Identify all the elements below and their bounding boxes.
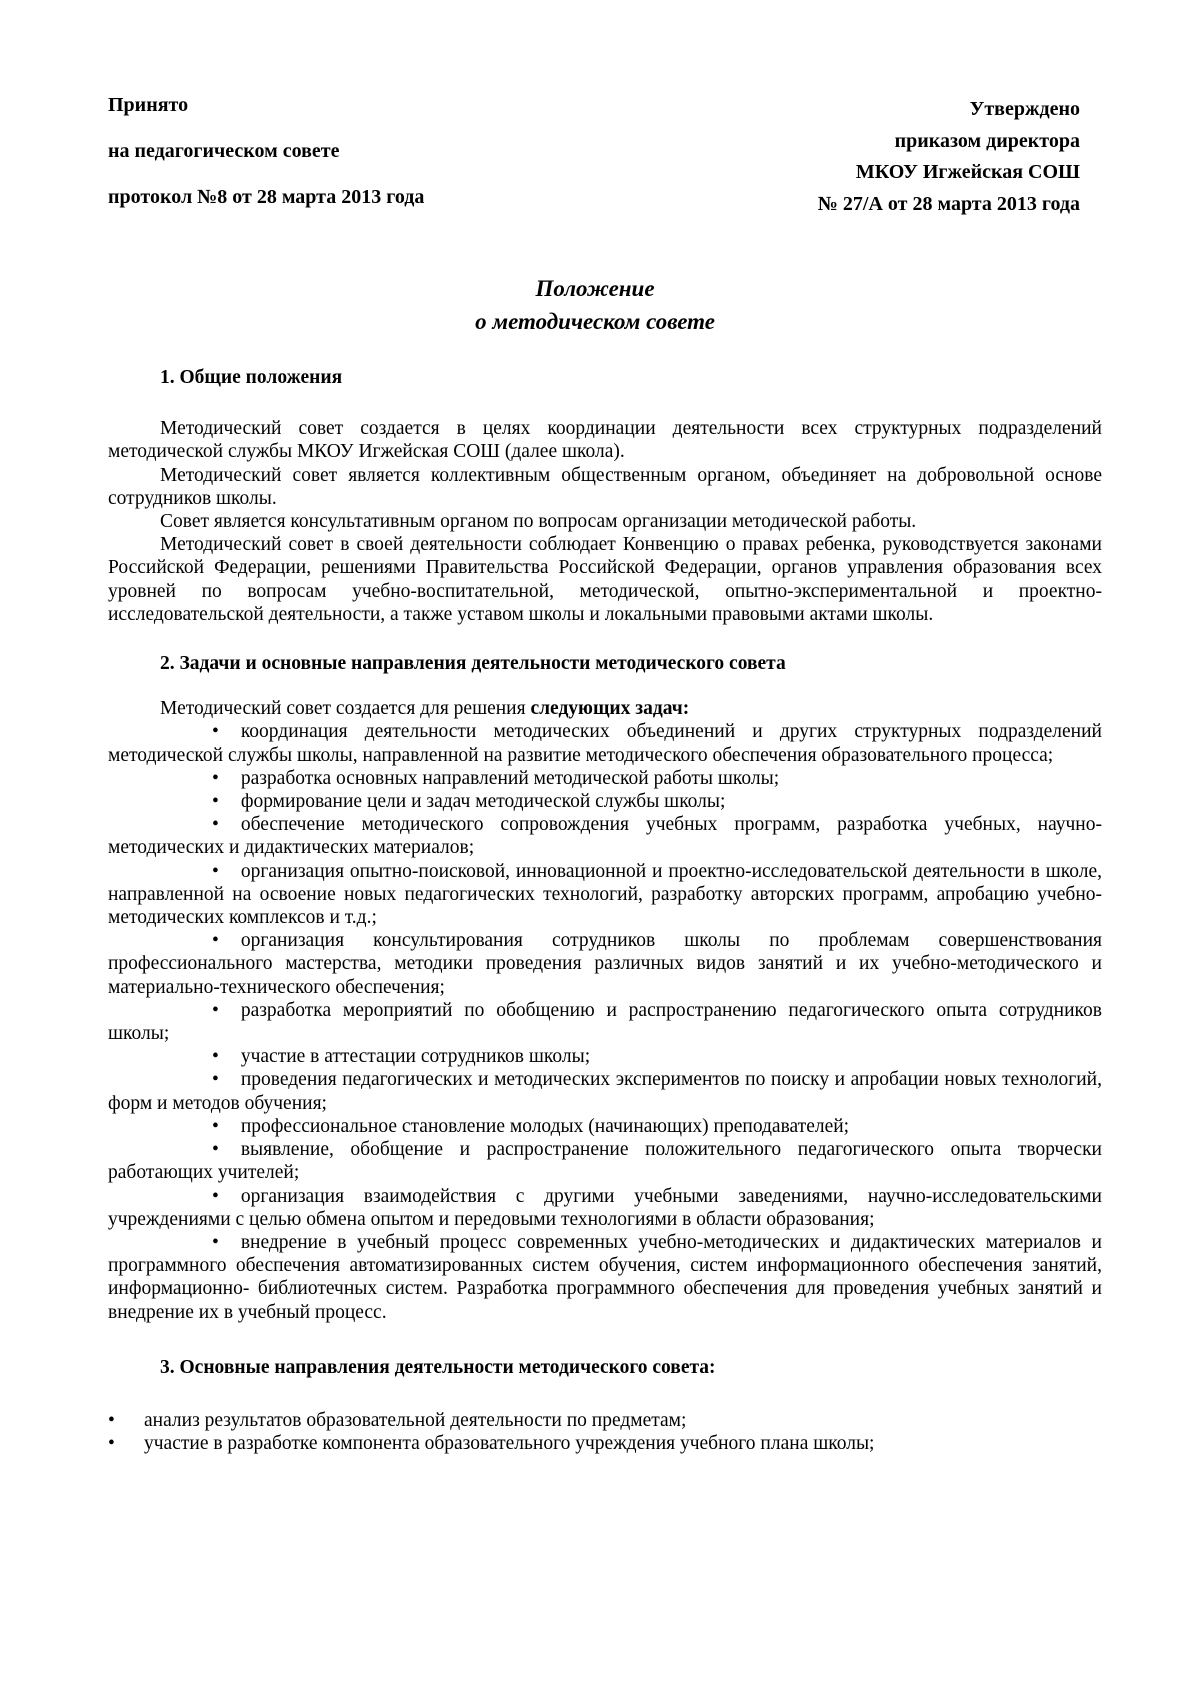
s2-item-text: формирование цели и задач методической службы школы; bbox=[240, 791, 726, 813]
accepted-label: Принято bbox=[108, 94, 189, 116]
s2-list-item bbox=[108, 1068, 1102, 1114]
s2-item-text: разработка мероприятий по обобщению и распространению педагогического опыта сотрудников школы; bbox=[108, 999, 1102, 1045]
bullet-icon: • bbox=[212, 1185, 219, 1207]
bullet-icon: • bbox=[108, 1433, 115, 1455]
s2-item-text: проведения педагогических и методических экспериментов по поиску и апробации новых технологий, форм и методов обучения; bbox=[108, 1069, 1102, 1114]
s1-paragraph: Методический совет в своей деятельности соблюдает Конвенцию о правах ребенка, руководствуется законами Российской Федерации, решениями Правительства Российской Федерации, органов управления образования всех уровней по вопросам учебно-воспитательной, методической, опытно-экспериментальной и проектно-исследовательской деятельности, а также уставом школы и локальными правовыми актами школы. bbox=[108, 534, 1102, 625]
s2-item-text: выявление, обобщение и распространение положительного педагогического опыта творчески работающих учителей; bbox=[108, 1139, 1102, 1184]
s2-list-item bbox=[108, 767, 1102, 790]
s2-item-text: обеспечение методического сопровождения учебных программ, разработка учебных, научно-методических и дидактических материалов; bbox=[108, 814, 1102, 859]
document-body bbox=[108, 366, 1102, 1455]
title-line-1: Положение bbox=[535, 276, 655, 301]
s2-intro bbox=[108, 697, 1102, 720]
s2-item-text: внедрение в учебный процесс современных учебно-методических и дидактических материалов и программного обеспечения автоматизированных систем обучения, систем информационного обеспечения занятий, информационно- библиотечных систем. Разработка программного обеспечения для проведения учебных занятий и внедрение их в учебный процесс. bbox=[108, 1231, 1102, 1323]
protocol-label: протокол №8 от 28 марта 2013 года bbox=[108, 185, 425, 208]
bullet-icon: • bbox=[212, 1139, 219, 1161]
s2-item-text: организация взаимодействия с другими учебными заведениями, научно-исследовательскими учреждениями с целью обмена опытом и передовыми технологиями в области образования; bbox=[108, 1185, 1102, 1230]
s2-list-item bbox=[108, 813, 1102, 859]
s2-list-item bbox=[108, 929, 1102, 999]
s2-list-item bbox=[108, 1138, 1102, 1184]
section-1-heading: 1. Общие положения bbox=[160, 367, 343, 388]
order-label: приказом директора bbox=[894, 129, 1080, 152]
s2-list-item bbox=[108, 860, 1102, 930]
council-label: на педагогическом совете bbox=[108, 139, 340, 162]
bullet-icon: • bbox=[212, 930, 219, 952]
document-title bbox=[0, 273, 1190, 338]
section-3-heading: 3. Основные направления деятельности методического совета: bbox=[160, 1356, 716, 1378]
s2-item-text: организация опытно-поисковой, инновационной и проектно-исследовательской деятельности в школе, направленной на освоение новых педагогических технологий, разработку авторских программ, апробацию учебно-методических комплексов и т.д.; bbox=[108, 860, 1102, 929]
s2-item-text: участие в аттестации сотрудников школы; bbox=[240, 1046, 591, 1068]
s3-item-text: участие в разработке компонента образовательного учреждения учебного плана школы; bbox=[144, 1433, 875, 1455]
s1-paragraph: Совет является консультативным органом по вопросам организации методической работы. bbox=[160, 511, 917, 533]
s1-paragraph: Методический совет создается в целях координации деятельности всех структурных подразделений методической службы МКОУ Игжейская СОШ (далее школа). bbox=[108, 418, 1102, 463]
s2-list-item bbox=[108, 1115, 1102, 1138]
bullet-icon: • bbox=[212, 814, 219, 836]
s2-list-item bbox=[108, 1045, 1102, 1068]
s2-list-item bbox=[108, 999, 1102, 1045]
bullet-icon: • bbox=[108, 1409, 115, 1431]
s2-list-item bbox=[108, 1231, 1102, 1324]
bullet-icon: • bbox=[212, 767, 219, 789]
bullet-icon: • bbox=[212, 1115, 219, 1137]
s3-item-text: анализ результатов образовательной деятельности по предметам; bbox=[144, 1409, 687, 1431]
s3-list-item bbox=[108, 1409, 1102, 1432]
section-2-heading: 2. Задачи и основные направления деятельности методического совета bbox=[160, 653, 786, 675]
s2-list-item bbox=[108, 1185, 1102, 1231]
bullet-icon: • bbox=[212, 860, 219, 882]
bullet-icon: • bbox=[212, 999, 219, 1021]
s2-item-text: организация консультирования сотрудников школы по проблемам совершенствования профессионального мастерства, методики проведения различных видов занятий и их учебно-методического и материально-технического обеспечения; bbox=[108, 930, 1102, 998]
bullet-icon: • bbox=[212, 1069, 219, 1091]
s2-intro-text: Методический совет создается для решения bbox=[160, 698, 531, 720]
accepted-block bbox=[108, 94, 424, 209]
s1-paragraph: Методический совет является коллективным общественным органом, объединяет на добровольной основе сотрудников школы. bbox=[108, 464, 1102, 509]
school-label: МКОУ Игжейская СОШ bbox=[855, 161, 1080, 184]
bullet-icon: • bbox=[212, 721, 219, 743]
s2-list-item bbox=[108, 790, 1102, 813]
s2-list-item bbox=[108, 720, 1102, 766]
s2-item-text: координация деятельности методических объединений и других структурных подразделений методической службы школы, направленной на развитие методического обеспечения образовательного процесса; bbox=[108, 721, 1102, 766]
bullet-icon: • bbox=[212, 1231, 219, 1253]
approved-label: Утверждено bbox=[969, 98, 1080, 120]
title-line-2: о методическом совете bbox=[475, 308, 715, 334]
approved-block bbox=[818, 94, 1080, 220]
s2-item-text: профессиональное становление молодых (начинающих) преподавателей; bbox=[240, 1115, 850, 1137]
s2-intro-bold: следующих задач: bbox=[530, 698, 690, 720]
s2-item-text: разработка основных направлений методической работы школы; bbox=[240, 767, 780, 789]
bullet-icon: • bbox=[212, 791, 219, 813]
bullet-icon: • bbox=[212, 1046, 219, 1068]
s3-list-item bbox=[108, 1432, 1102, 1455]
order-number: № 27/А от 28 марта 2013 года bbox=[817, 192, 1080, 215]
